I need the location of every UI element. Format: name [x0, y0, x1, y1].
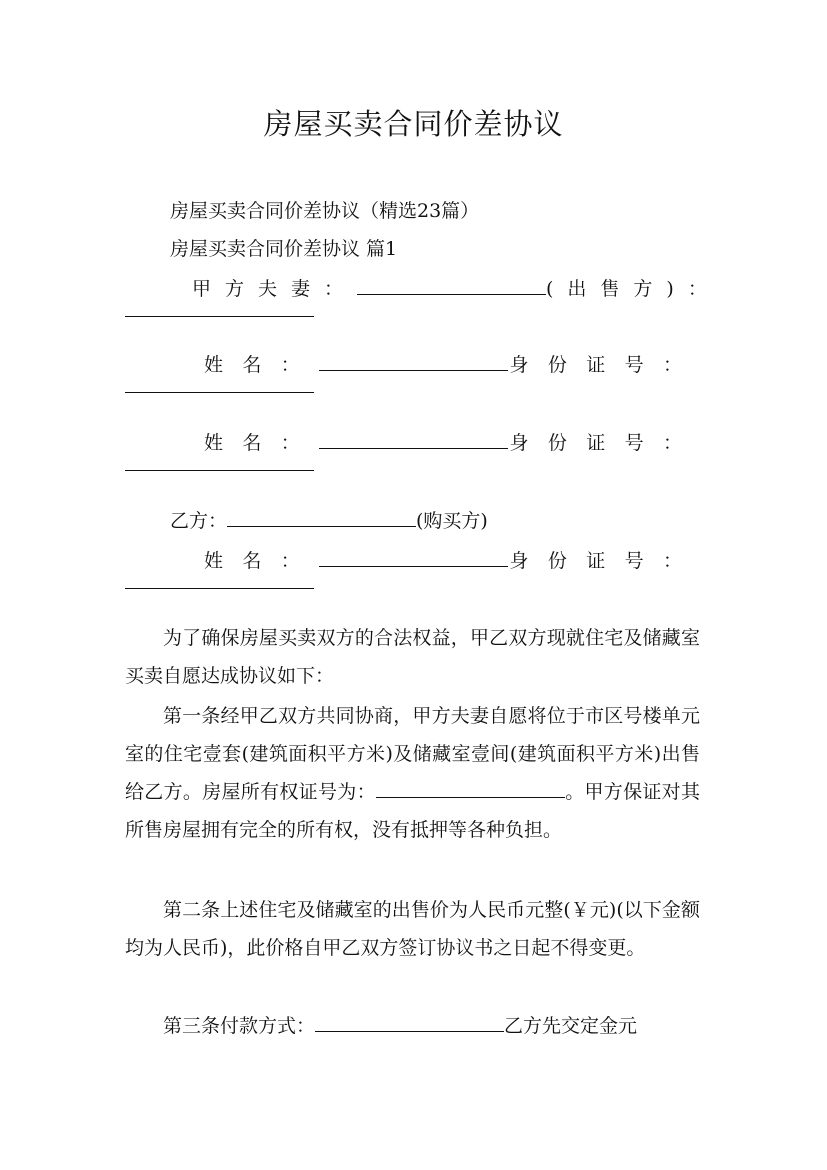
name-label: 姓名： — [204, 432, 320, 454]
document-title: 房屋买卖合同价差协议 — [263, 107, 564, 141]
party-b-blank — [227, 502, 416, 527]
article-3-text: 第三条付款方式： — [163, 1015, 316, 1037]
id-blank — [125, 470, 314, 471]
party-b-role: (购买方) — [416, 510, 488, 532]
article-2: 第二条上述住宅及储藏室的出售价为人民币元整(￥元)(以下金额均为人民币)，此价格自甲乙双方签订协议书之日起不得变更。 — [125, 899, 700, 959]
party-a-name-row-1 — [204, 346, 700, 384]
article-1-text-continued: 。甲方保证对其所售房屋拥有完全的所有权，没有抵押等各种负担。 — [125, 781, 700, 841]
party-a-role: (出售方)： — [546, 278, 721, 300]
party-b-name-row — [204, 542, 700, 580]
name-blank — [319, 346, 508, 371]
section-heading: 房屋买卖合同价差协议 篇1 — [170, 238, 398, 260]
intro-paragraph: 为了确保房屋买卖双方的合法权益，甲乙双方现就住宅及储藏室买卖自愿达成协议如下： — [125, 627, 700, 687]
id-blank — [125, 588, 314, 589]
payment-method-blank — [315, 1009, 504, 1032]
id-label: 身份证号： — [508, 354, 700, 376]
id-label: 身份证号： — [508, 432, 700, 454]
id-label: 身份证号： — [508, 550, 700, 572]
party-a-blank — [357, 270, 546, 295]
article-3 — [125, 1007, 700, 1045]
name-label: 姓名： — [204, 354, 320, 376]
party-b-label: 乙方： — [170, 510, 228, 532]
party-a-label: 甲方夫妻： — [192, 278, 358, 300]
name-blank — [319, 424, 508, 449]
name-blank — [319, 542, 508, 567]
article-3-text-continued: 乙方先交定金元 — [504, 1015, 638, 1037]
id-blank — [125, 392, 314, 393]
article-1 — [125, 697, 700, 849]
party-b-row — [170, 502, 488, 540]
party-a-row — [192, 270, 721, 308]
party-a-blank-continued — [125, 316, 314, 317]
certificate-number-blank — [376, 775, 565, 798]
document-subtitle: 房屋买卖合同价差协议（精选23篇） — [170, 200, 480, 222]
article-1-text: 第一条经甲乙双方共同协商，甲方夫妻自愿将位于市区号楼单元室的住宅壹套(建筑面积平方米)及储藏室壹间(建筑面积平方米)出售给乙方。房屋所有权证号为： — [125, 705, 700, 803]
party-a-name-row-2 — [204, 424, 700, 462]
name-label: 姓名： — [204, 550, 320, 572]
